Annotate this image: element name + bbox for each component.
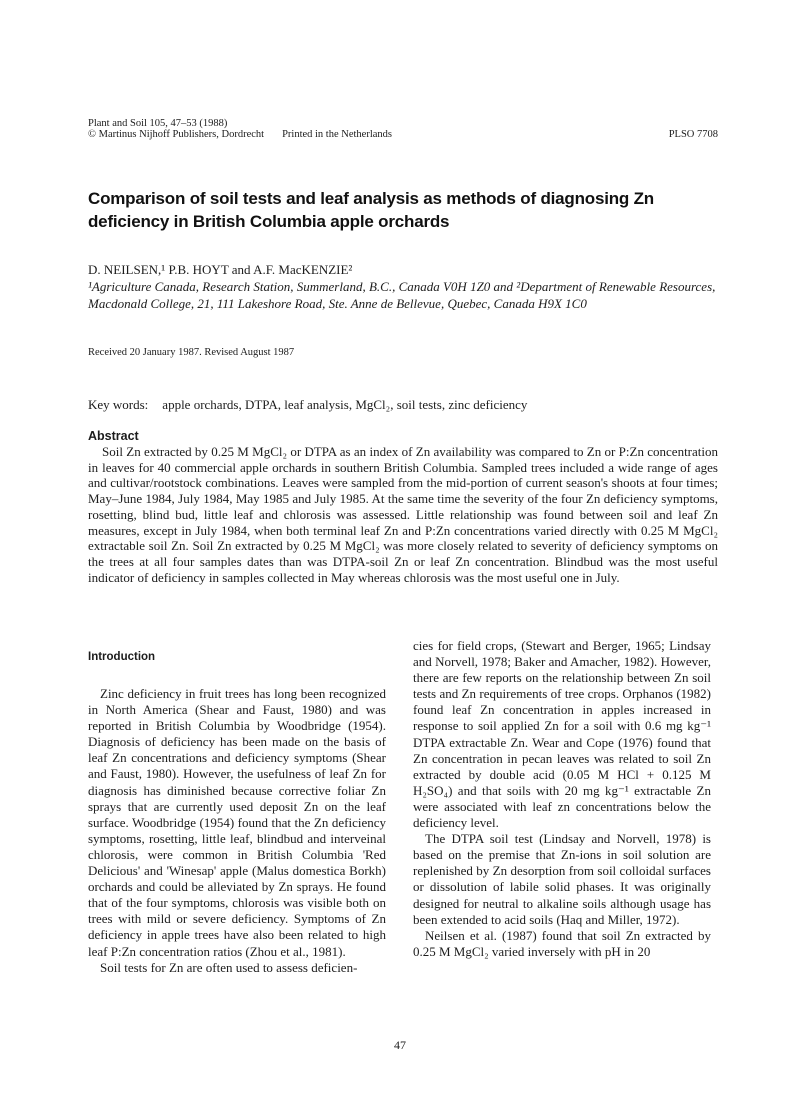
intro-paragraph: Zinc deficiency in fruit trees has long been recognized in North America (Shear and Faust, 1980) and was reported in British Columbia by Woodbridge (1954). Diagnosis of deficiency has been made on the basis of leaf Zn concentrations and deficiency symptoms (Shear and Faust, 1980). However, the usefulness of leaf Zn for diagnosis has diminished because corrective foliar Zn sprays that are currently used deposit Zn on the leaf surface. Woodbridge (1954) found that the Zn deficiency symptoms, rosetting, little leaf, blindbud and interveinal chlorosis, were common in British Columbia 'Red Delicious' and 'Winesap' apple (Malus domestica Borkh) orchards and could be alleviated by Zn sprays. He found that of the four symptoms, chlorosis was visible both on trees with mild or severe deficiency. Symptoms of Zn deficiency in apple trees have also been related to high leaf P:Zn concentration ratios (Zhou et al., 1981).	[88, 686, 386, 959]
abstract-text: Soil Zn extracted by 0.25 M MgCl₂ or DTPA as an index of Zn availability was compared to Zn or P:Zn concentration in leaves for 40 commercial apple orchards in southern British Columbia. Sampled trees included a wide range of ages and cultivar/rootstock combinations. Leaves were sampled from the mid-portion of current season's shoots at four times; May–June 1984, July 1984, May 1985 and July 1985. At the same time the severity of the four Zn deficiency symptoms, rosetting, blind bud, little leaf and chlorosis was assessed. Little relationship was found between soil and leaf Zn measures, except in July 1984, when both terminal leaf Zn and P:Zn concentrations varied directly with 0.25 M MgCl₂ extractable soil Zn. Soil Zn extracted by 0.25 M MgCl₂ was more closely related to severity of deficiency symptoms on the trees at all four samples dates than was DTPA-soil Zn or leaf Zn concentration. Blindbud was the most useful indicator of deficiency in samples collected in May whereas chlorosis was the most useful one in July.	[88, 444, 718, 585]
intro-paragraph: Neilsen et al. (1987) found that soil Zn extracted by 0.25 M MgCl₂ varied inversely with pH in 20	[413, 927, 711, 959]
publisher-line: © Martinus Nijhoff Publishers, Dordrecht	[88, 129, 265, 140]
keywords-line	[88, 397, 527, 413]
journal-citation: Plant and Soil 105, 47–53 (1988)	[88, 118, 228, 129]
journal-header	[88, 118, 718, 140]
journal-code: PLSO 7708	[668, 129, 718, 140]
intro-paragraph: cies for field crops, (Stewart and Berger, 1965; Lindsay and Norvell, 1978; Baker and Amacher, 1982). However, there are few reports on the relationship between Zn soil tests and Zn requirements of tree crops. Orphanos (1982) found leaf Zn concentration in apples increased in response to soil applied Zn for a soil with 0.6 mg kg⁻¹ DTPA extractable Zn. Wear and Cope (1976) found that Zn concentration in pecan leaves was related to soil Zn extracted by double acid (0.05 M HCl + 0.125 M H₂SO₄) and that soils with 20 mg kg⁻¹ extractable Zn were associated with leaf zn concentrations below the deficiency level.	[413, 638, 711, 831]
received-dates: Received 20 January 1987. Revised August 1987	[88, 347, 295, 358]
keywords-label: Key words:	[88, 397, 149, 412]
author-affiliations: ¹Agriculture Canada, Research Station, Summerland, B.C., Canada V0H 1Z0 and ²Department of Renewable Resources, Macdonald College, 21, 111 Lakeshore Road, Ste. Anne de Bellevue, Quebec, Canada H9X 1C0	[88, 279, 716, 311]
right-column	[413, 638, 711, 960]
page-number: 47	[394, 1038, 406, 1052]
printed-line: Printed in the Netherlands	[282, 129, 392, 140]
introduction-heading: Introduction	[88, 651, 156, 663]
intro-paragraph: The DTPA soil test (Lindsay and Norvell, 1978) is based on the premise that Zn-ions in soil solution are replenished by Zn desorption from soil colloidal surfaces or dissolution of labile solid phases. It was originally designed for neutral to alkaline soils although usage has been extended to acid soils (Haq and Miller, 1972).	[413, 831, 711, 927]
keywords-text: apple orchards, DTPA, leaf analysis, MgCl₂, soil tests, zinc deficiency	[162, 397, 528, 412]
paper-title: Comparison of soil tests and leaf analysis as methods of diagnosing Zn deficiency in British Columbia apple orchards	[88, 189, 654, 231]
abstract-heading: Abstract	[88, 429, 139, 443]
author-list: D. NEILSEN,¹ P.B. HOYT and A.F. MacKENZIE²	[88, 262, 353, 277]
intro-paragraph: Soil tests for Zn are often used to assess deficien-	[100, 959, 358, 975]
left-column	[88, 686, 386, 976]
